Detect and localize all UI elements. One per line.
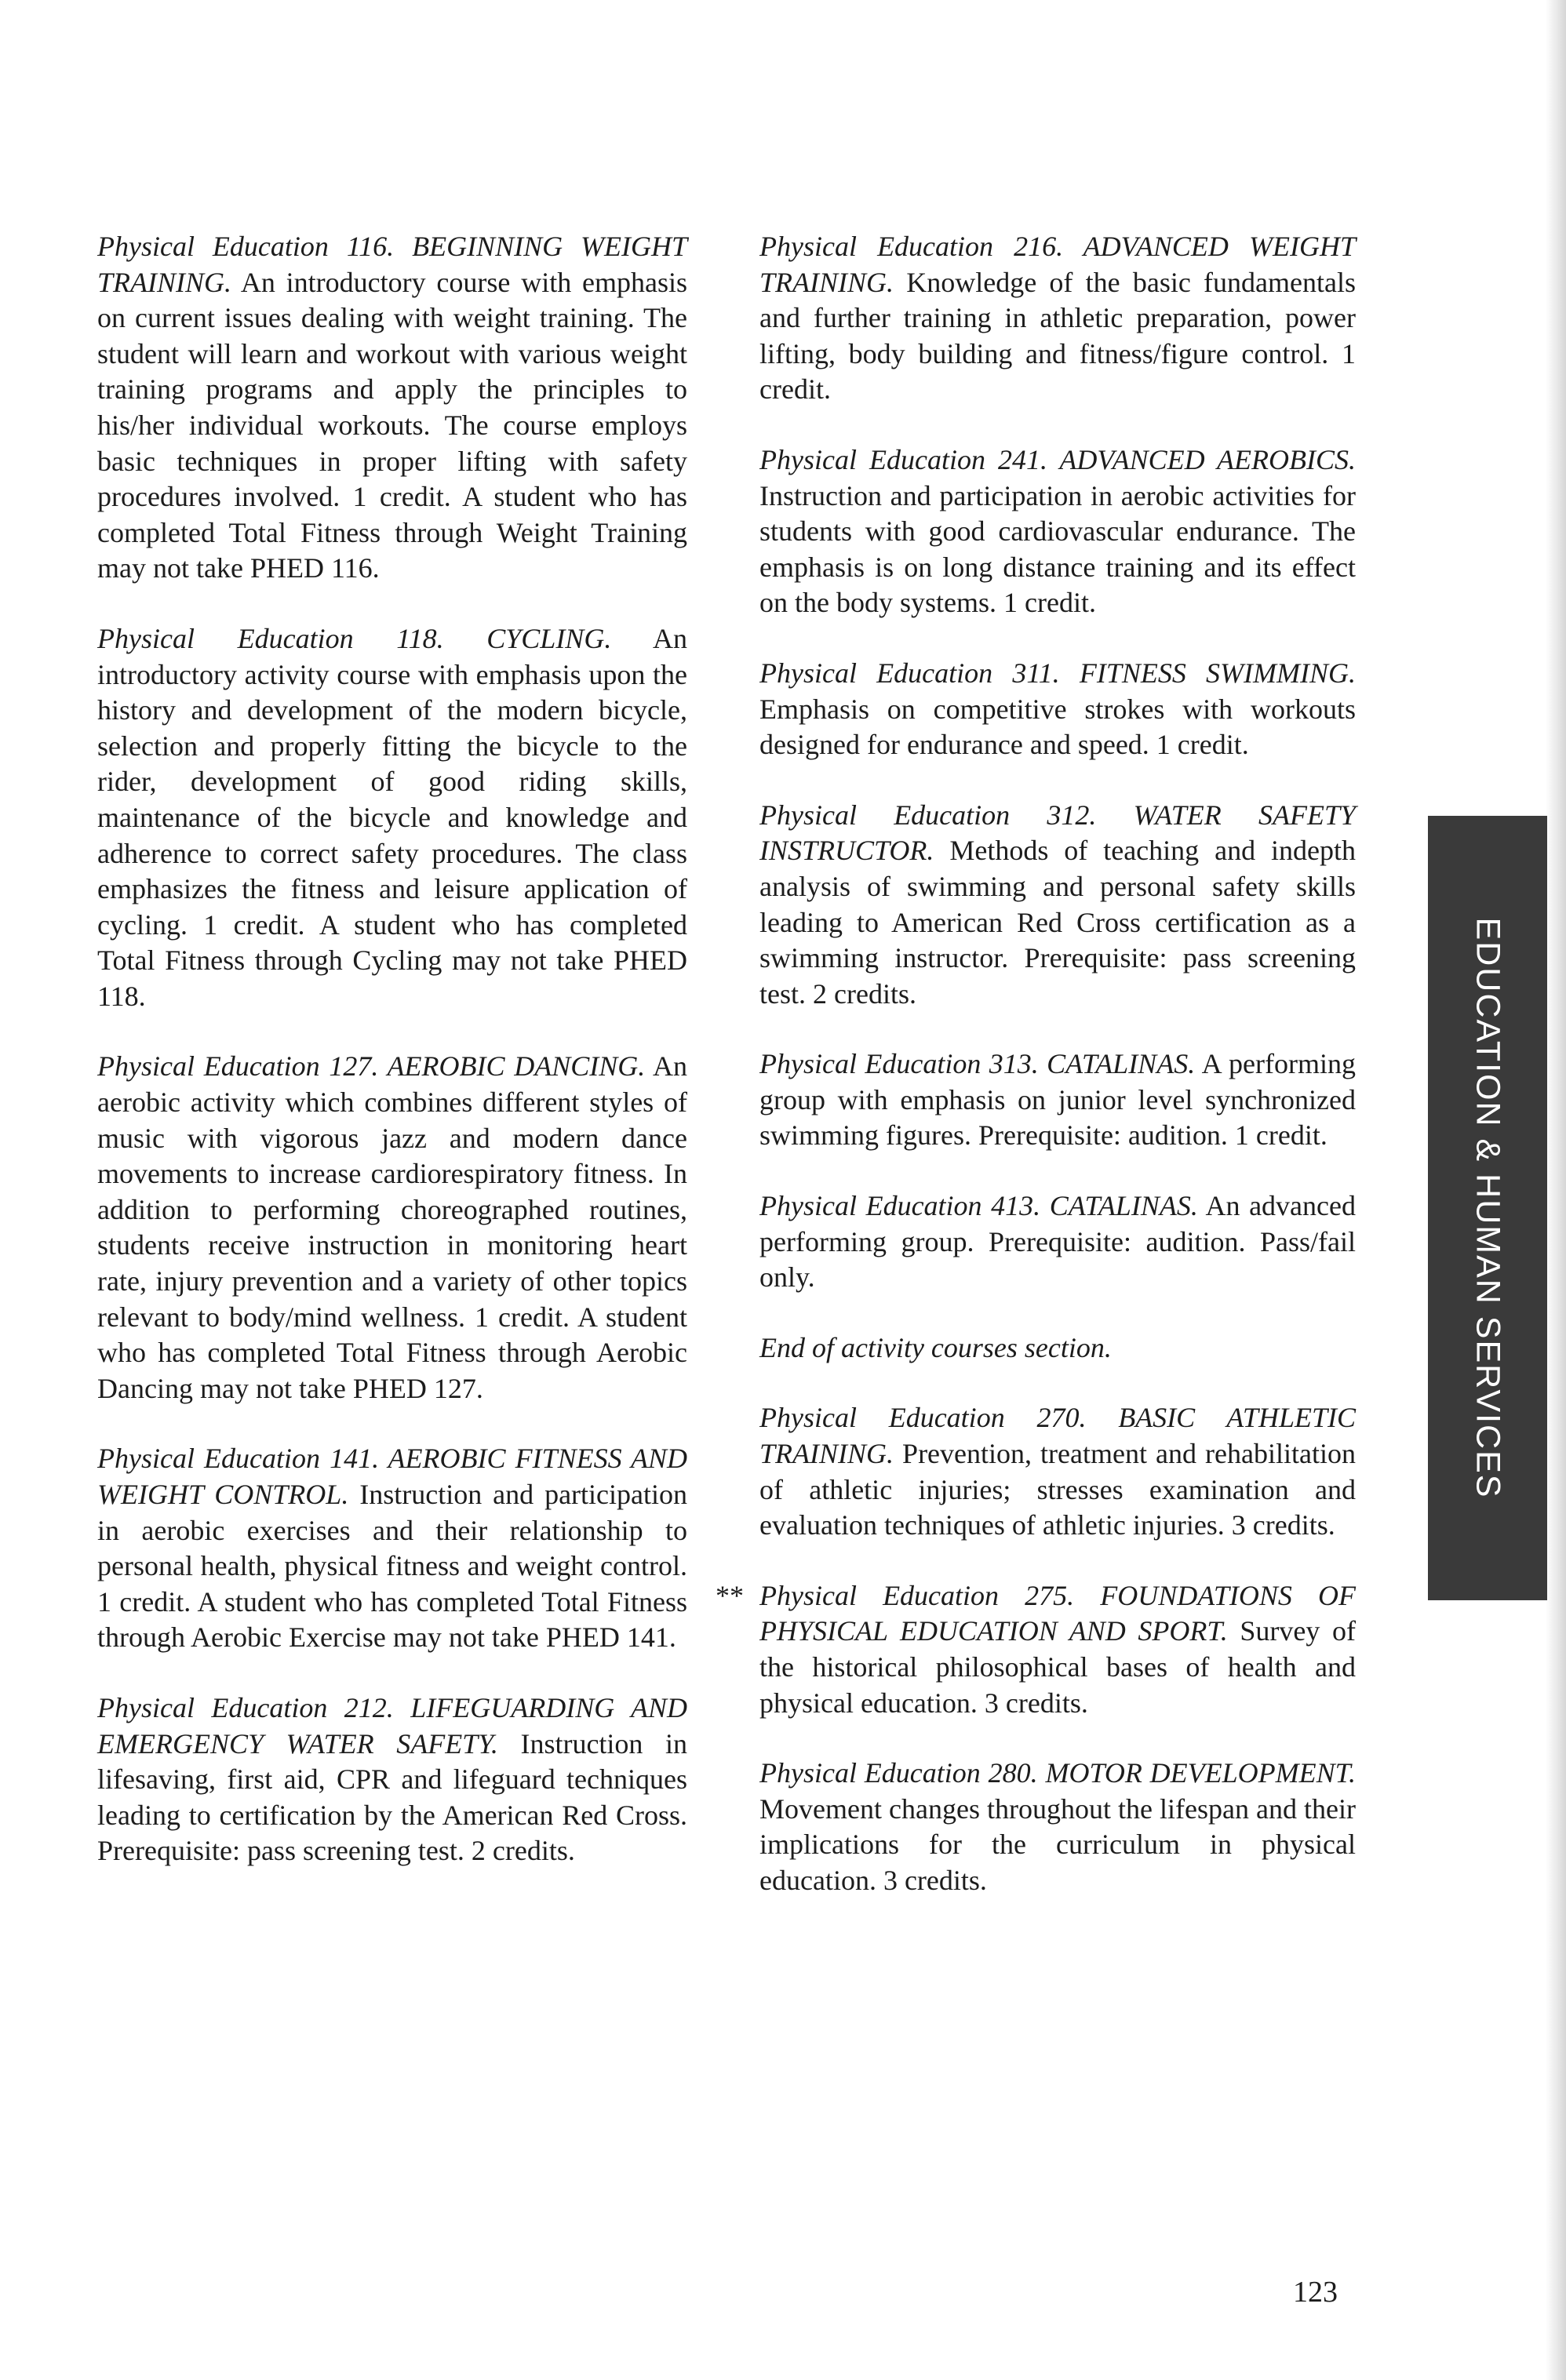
course-heading: Physical Education 413. CATALINAS.: [759, 1190, 1198, 1222]
section-side-tab: [1428, 816, 1547, 1600]
course-description: Instruction in lifesaving, first aid, CPR and lifeguard techniques leading to certification by the American Red Cross. Prerequisite: pass screening test. 2 credits.: [97, 1727, 687, 1867]
course-description: Emphasis on competitive strokes with workouts designed for endurance and speed. 1 credit.: [759, 693, 1356, 761]
course-description: Knowledge of the basic fundamentals and further training in athletic preparation, power lifting, body building and fitness/figure control. 1 credit.: [759, 266, 1356, 406]
course-heading: Physical Education 141. AEROBIC FITNESS AND WEIGHT CONTROL.: [97, 1443, 687, 1510]
left-column: [97, 229, 687, 1904]
right-column: [716, 229, 1357, 1934]
course-entry-phed-413: [759, 1188, 1356, 1296]
course-entry-phed-116: [97, 229, 687, 587]
course-description: Methods of teaching and indepth analysis of swimming and personal safety skills leading to American Red Cross certification as a swimming instructor. Prerequisite: pass screening test. 2 credits.: [759, 835, 1356, 1010]
course-entry-phed-216: [759, 229, 1356, 408]
course-heading: Physical Education 280. MOTOR DEVELOPMENT.: [759, 1757, 1356, 1789]
course-description: A performing group with emphasis on junior level synchronized swimming figures. Prerequisite: audition. 1 credit.: [759, 1048, 1357, 1152]
course-heading: Physical Education 212. LIFEGUARDING AND EMERGENCY WATER SAFETY.: [97, 1691, 687, 1760]
side-tab-label: EDUCATION & HUMAN SERVICES: [1469, 917, 1507, 1499]
course-heading: Physical Education 312. WATER SAFETY INSTRUCTOR.: [759, 799, 1356, 867]
course-entry-phed-311: [759, 656, 1356, 763]
course-heading: Physical Education 241. ADVANCED AEROBICS.: [759, 443, 1356, 475]
course-entry-phed-127: [97, 1049, 687, 1407]
course-description: An introductory course with emphasis on current issues dealing with weight training. The student will learn and workout with various weight training programs and apply the principles to his/her individual workouts. The course employs basic techniques in proper lifting with safety procedures involved. 1 credit. A student who has completed Total Fitness through Weight Training may not take PHED 116.: [97, 266, 687, 584]
scan-edge-shadow: [1546, 0, 1566, 2380]
course-entry-phed-118: [97, 621, 687, 1015]
course-entry-phed-275: [716, 1578, 1356, 1721]
course-description: Movement changes throughout the lifespan and their implications for the curriculum in physical education. 3 credits.: [759, 1792, 1356, 1896]
course-description: An advanced performing group. Prerequisite: audition. Pass/fail only.: [759, 1190, 1356, 1294]
course-heading: Physical Education 116. BEGINNING WEIGHT TRAINING.: [97, 231, 687, 298]
course-heading: Physical Education 270. BASIC ATHLETIC TRAINING.: [759, 1402, 1356, 1470]
course-description: An introductory activity course with emphasis upon the history and development of the modern bicycle, selection and properly fitting the bicycle to the rider, development of good riding skills, maintenance of the bicycle and knowledge and adherence to correct safety procedures. The class emphasizes the fitness and leisure application of cycling. 1 credit. A student who has completed Total Fitness through Cycling may not take PHED 118.: [97, 622, 688, 1012]
course-heading: Physical Education 311. FITNESS SWIMMING.: [759, 657, 1356, 689]
course-description: Survey of the historical philosophical bases of health and physical education. 3 credits.: [759, 1615, 1356, 1719]
course-description: An aerobic activity which combines different styles of music with vigorous jazz and modern dance movements to increase cardiorespiratory fitness. In addition to performing choreographed routines, students receive instruction in monitoring heart rate, injury prevention and a variety of other topics relevant to body/mind wellness. 1 credit. A student who has completed Total Fitness through Aerobic Dancing may not take PHED 127.: [97, 1050, 687, 1404]
course-entry-phed-313: [759, 1046, 1356, 1154]
requirement-marker: **: [716, 1579, 744, 1611]
course-entry-phed-270: [759, 1400, 1356, 1543]
course-entry-phed-312: [759, 798, 1356, 1013]
course-description: Instruction and participation in aerobic activities for students with good cardiovascular endurance. The emphasis is on long distance training and its effect on the body systems. 1 credit.: [759, 479, 1356, 619]
course-heading: Physical Education 313. CATALINAS.: [759, 1048, 1196, 1080]
course-heading: Physical Education 216. ADVANCED WEIGHT TRAINING.: [759, 231, 1356, 298]
course-description: Instruction and participation in aerobic exercises and their relationship to personal health, physical fitness and weight control. 1 credit. A student who has completed Total Fitness through Aerobic Exercise may not take PHED 141.: [97, 1479, 687, 1654]
course-entry-phed-241: [759, 442, 1356, 621]
course-entry-phed-141: [97, 1441, 687, 1656]
course-heading: Physical Education 127. AEROBIC DANCING.: [97, 1050, 646, 1083]
course-heading: Physical Education 118. CYCLING.: [97, 622, 612, 654]
course-description: Prevention, treatment and rehabilitation of athletic injuries; stresses examination and evaluation techniques of athletic injuries. 3 credits.: [759, 1438, 1356, 1541]
course-entry-phed-212: [97, 1690, 687, 1869]
course-heading: Physical Education 275. FOUNDATIONS OF PHYSICAL EDUCATION AND SPORT.: [759, 1579, 1356, 1647]
course-entry-phed-280: [759, 1756, 1356, 1898]
page-number: 123: [1293, 2276, 1338, 2309]
section-end-note: End of activity courses section.: [759, 1331, 1112, 1363]
